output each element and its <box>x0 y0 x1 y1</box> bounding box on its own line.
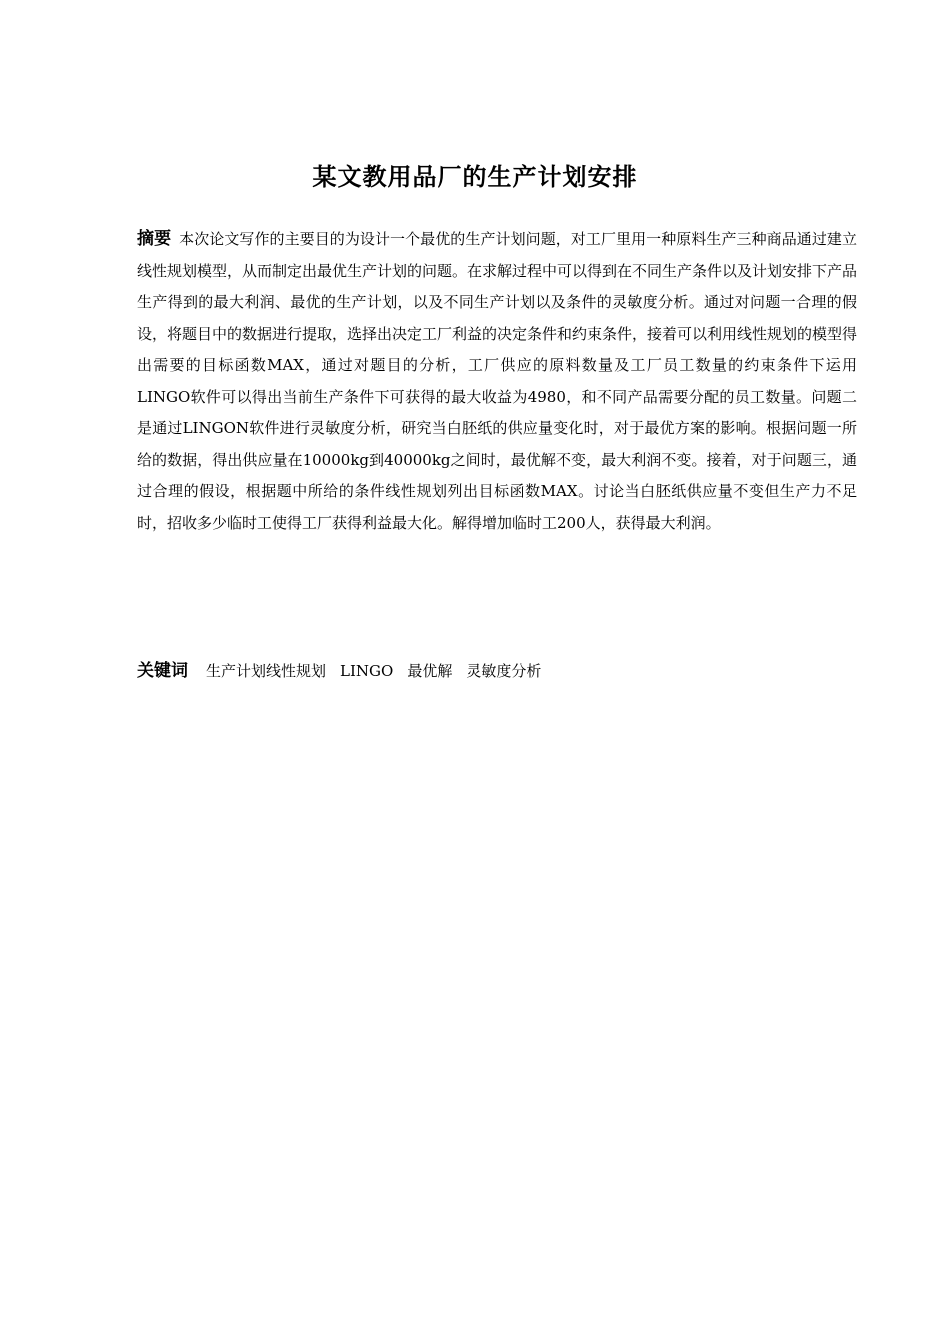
keyword-item: 灵敏度分析 <box>466 662 542 680</box>
keyword-item: 最优解 <box>407 662 453 680</box>
abstract-text: 本次论文写作的主要目的为设计一个最优的生产计划问题，对工厂里用一种原料生产三种商品通过建立线性规划模型，从而制定出最优生产计划的问题。在求解过程中可以得到在不同生产条件以及计划安排下产品生产得到的最大利润、最优的生产计划，以及不同生产计划以及条件的灵敏度分析。通过对问题一合理的假设，将题目中的数据进行提取，选择出决定工厂利益的决定条件和约束条件，接着可以利用线性规划的模型得出需要的目标函数MAX，通过对题目的分析，工厂供应的原料数量及工厂员工数量的约束条件下运用LINGO软件可以得出当前生产条件下可获得的最大收益为4980，和不同产品需要分配的员工数量。问题二是通过LINGON软件进行灵敏度分析，研究当白胚纸的供应量变化时，对于最优方案的影响。根据问题一所给的数据，得出供应量在10000kg到40000kg之间时，最优解不变，最大利润不变。接着，对于问题三，通过合理的假设，根据题中所给的条件线性规划列出目标函数MAX。讨论当白胚纸供应量不变但生产力不足时，招收多少临时工使得工厂获得利益最大化。解得增加临时工200人，获得最大利润。 <box>137 230 858 532</box>
keyword-item: 生产计划线性规划 <box>206 662 327 680</box>
keywords-line <box>137 656 857 686</box>
abstract-paragraph <box>137 224 857 539</box>
abstract-label: 摘要 <box>137 229 172 249</box>
keyword-item: LINGO <box>340 662 394 680</box>
keywords-label: 关键词 <box>137 661 188 681</box>
paper-title: 某文教用品厂的生产计划安排 <box>312 163 638 191</box>
